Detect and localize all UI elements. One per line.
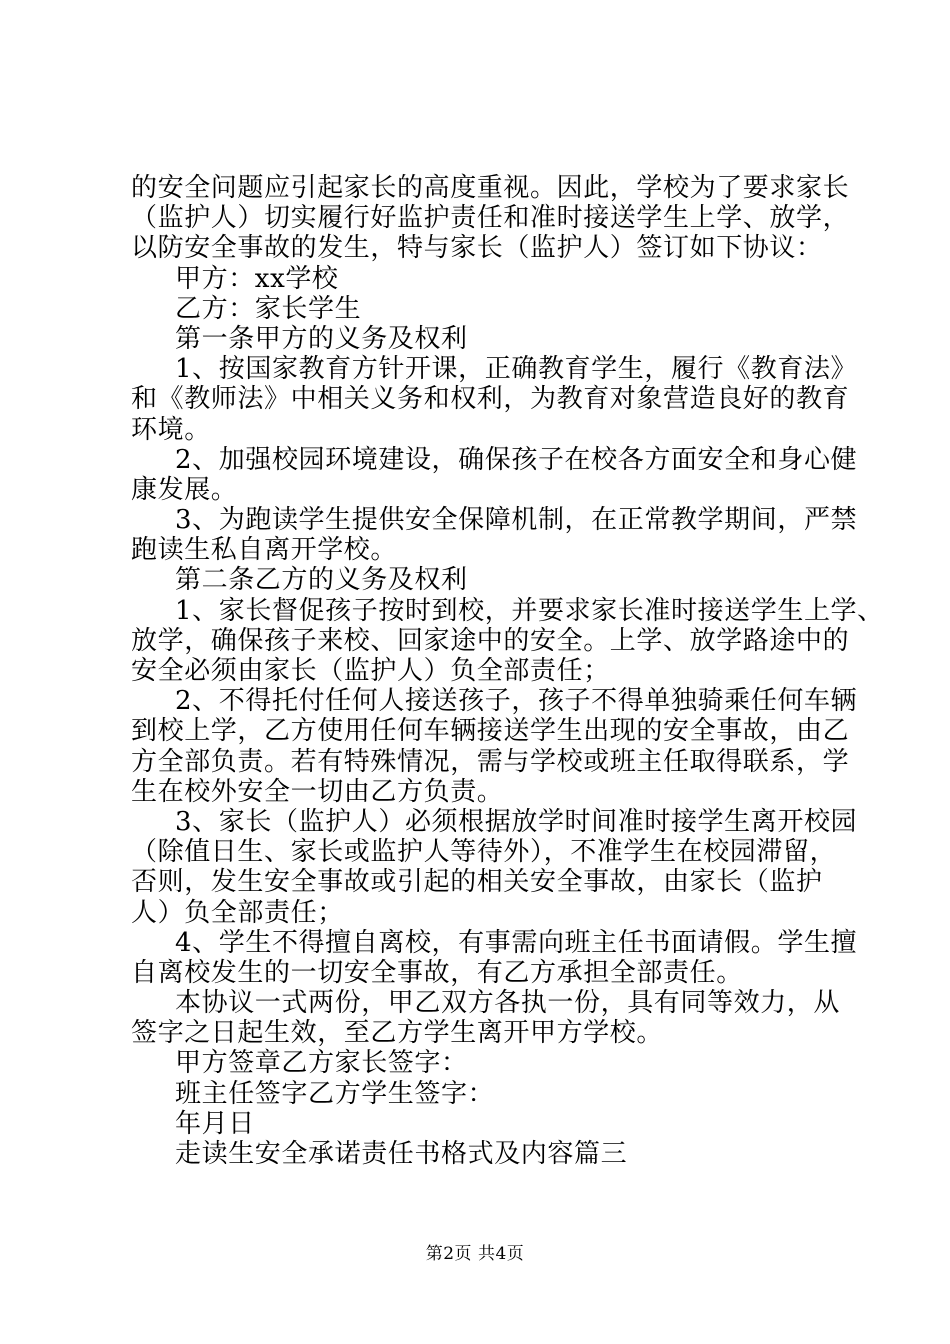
- text-line: 1、家长督促孩子按时到校，并要求家长准时接送学生上学、: [175, 595, 884, 626]
- text-line: 自离校发生的一切安全事故，有乙方承担全部责任。: [131, 957, 743, 988]
- text-line: 第二条乙方的义务及权利: [175, 565, 468, 596]
- text-line: 生在校外安全一切由乙方负责。: [131, 776, 504, 807]
- text-line: 的安全问题应引起家长的高度重视。因此，学校为了要求家长: [131, 173, 850, 203]
- text-line: （监护人）切实履行好监护责任和准时接送学生上学、放学，: [131, 203, 850, 234]
- text-line: 4、学生不得擅自离校，有事需向班主任书面请假。学生擅: [175, 927, 858, 958]
- text-line: 本协议一式两份，甲乙双方各执一份，具有同等效力，从: [175, 988, 841, 1019]
- text-line: 1、按国家教育方针开课，正确教育学生，履行《教育法》: [175, 354, 858, 385]
- text-line: 2、加强校园环境建设，确保孩子在校各方面安全和身心健: [175, 444, 858, 475]
- text-line: 第一条甲方的义务及权利: [175, 323, 468, 354]
- text-line: 人）负全部责任；: [131, 897, 344, 928]
- text-line: 放学，确保孩子来校、回家途中的安全。上学、放学路途中的: [131, 625, 850, 656]
- text-line: 走读生安全承诺责任书格式及内容篇三: [175, 1139, 628, 1169]
- text-line: 甲方签章乙方家长签字：: [175, 1048, 468, 1079]
- text-line: 否则，发生安全事故或引起的相关安全事故，由家长（监护: [131, 867, 823, 898]
- text-line: 年月日: [175, 1108, 255, 1139]
- text-line: 和《教师法》中相关义务和权利，为教育对象营造良好的教育: [131, 384, 850, 415]
- text-line: 3、为跑读学生提供安全保障机制，在正常教学期间，严禁: [175, 505, 858, 536]
- text-line: （除值日生、家长或监护人等待外），不准学生在校园滞留，: [131, 837, 837, 868]
- document-body: [131, 173, 884, 1169]
- text-line: 方全部负责。若有特殊情况，需与学校或班主任取得联系，学: [131, 746, 850, 777]
- text-line: 环境。: [131, 414, 211, 445]
- text-line: 乙方：家长学生: [175, 293, 362, 324]
- text-line: 以防安全事故的发生，特与家长（监护人）签订如下协议：: [131, 233, 823, 264]
- text-line: 康发展。: [131, 474, 238, 505]
- page-footer: 第2页 共4页: [425, 1244, 525, 1264]
- text-line: 2、不得托付任何人接送孩子，孩子不得单独骑乘任何车辆: [175, 686, 858, 717]
- text-line: 甲方：xx学校: [175, 263, 339, 294]
- text-line: 3、家长（监护人）必须根据放学时间准时接学生离开校园: [175, 806, 858, 837]
- text-line: 安全必须由家长（监护人）负全部责任；: [131, 656, 610, 686]
- text-line: 到校上学，乙方使用任何车辆接送学生出现的安全事故，由乙: [131, 716, 850, 747]
- text-line: 跑读生私自离开学校。: [131, 535, 398, 566]
- text-line: 签字之日起生效，至乙方学生离开甲方学校。: [131, 1018, 664, 1049]
- text-line: 班主任签字乙方学生签字：: [175, 1078, 495, 1109]
